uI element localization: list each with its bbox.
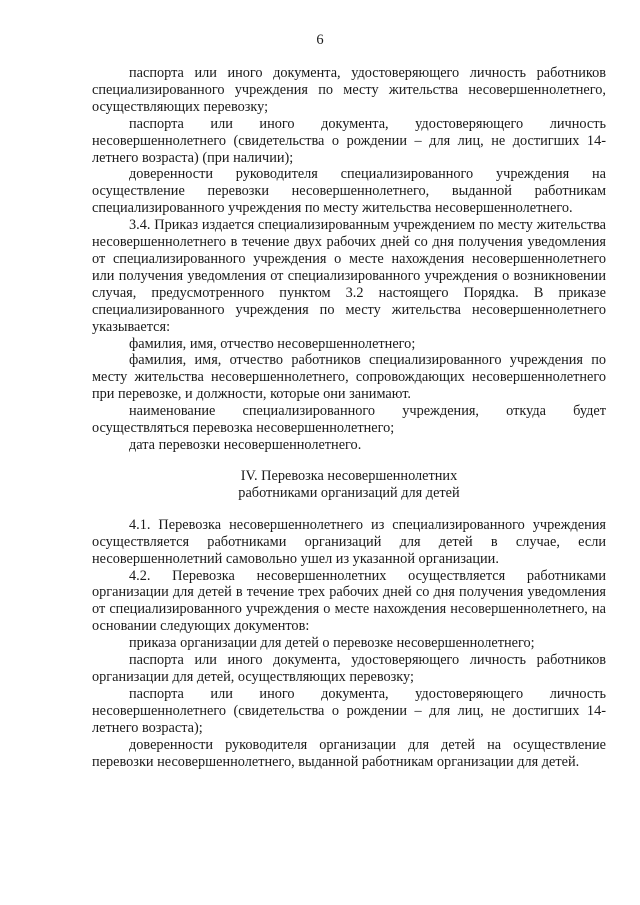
paragraph: приказа организации для детей о перевозке несовершеннолетнего; xyxy=(129,635,535,652)
section-heading-line: работниками организаций для детей xyxy=(238,485,460,502)
paragraph: паспорта или иного документа, удостоверяющего личность несовершеннолетнего (свидетельства о рождении – для лиц, не достигших 14-летнего возраста) (при наличии); xyxy=(92,115,606,166)
paragraph: 4.1. Перевозка несовершеннолетнего из специализированного учреждения осуществляется работниками организаций для детей в случае, если несовершеннолетний самовольно ушел из указанной организации. xyxy=(92,516,606,567)
paragraph: паспорта или иного документа, удостоверяющего личность работников специализированного учреждения по месту жительства несовершеннолетнего, осуществляющих перевозку; xyxy=(92,65,606,115)
section-heading xyxy=(92,468,606,503)
paragraph: доверенности руководителя специализированного учреждения на осуществление перевозки несовершеннолетнего, выданной работникам специализированного учреждения по месту жительства несовершеннолетнего. xyxy=(92,166,606,217)
paragraph: наименование специализированного учреждения, откуда будет осуществляться перевозка несовершеннолетнего; xyxy=(92,403,606,437)
paragraph: паспорта или иного документа, удостоверяющего личность работников организации для детей, осуществляющих перевозку; xyxy=(92,652,606,685)
paragraph: 4.2. Перевозка несовершеннолетних осуществляется работниками организации для детей в течение трех рабочих дней со дня получения уведомления от специализированного учреждения о месте нахождения несовершеннолетнего, на основании следующих документов: xyxy=(92,567,606,635)
paragraph: 3.4. Приказ издается специализированным учреждением по месту жительства несовершеннолетнего в течение двух рабочих дней со дня получения уведомления от специализированного учреждения о месте нахождения несовершеннолетнего или получения уведомления от специализированного учреждения о возникновении случая, предусмотренного пунктом 3.2 настоящего Порядка. В приказе специализированного учреждения по месту жительства несовершеннолетнего указывается: xyxy=(92,217,606,335)
paragraph: фамилия, имя, отчество работников специализированного учреждения по месту жительства несовершеннолетнего, сопровождающих несовершеннолетнего при перевозке, и должности, которые они занимают. xyxy=(92,352,606,403)
paragraph: фамилия, имя, отчество несовершеннолетнего; xyxy=(129,335,416,352)
paragraph: паспорта или иного документа, удостоверяющего личность несовершеннолетнего (свидетельства о рождении – для лиц, не достигших 14-летнего возраста); xyxy=(92,685,606,736)
document-body xyxy=(92,65,606,770)
page-number: 6 xyxy=(316,32,324,48)
section-heading-line: IV. Перевозка несовершеннолетних xyxy=(240,467,458,484)
paragraph: доверенности руководителя организации для детей на осуществление перевозки несовершеннолетнего, выданной работникам организации для детей. xyxy=(92,736,606,770)
paragraph: дата перевозки несовершеннолетнего. xyxy=(129,436,362,453)
